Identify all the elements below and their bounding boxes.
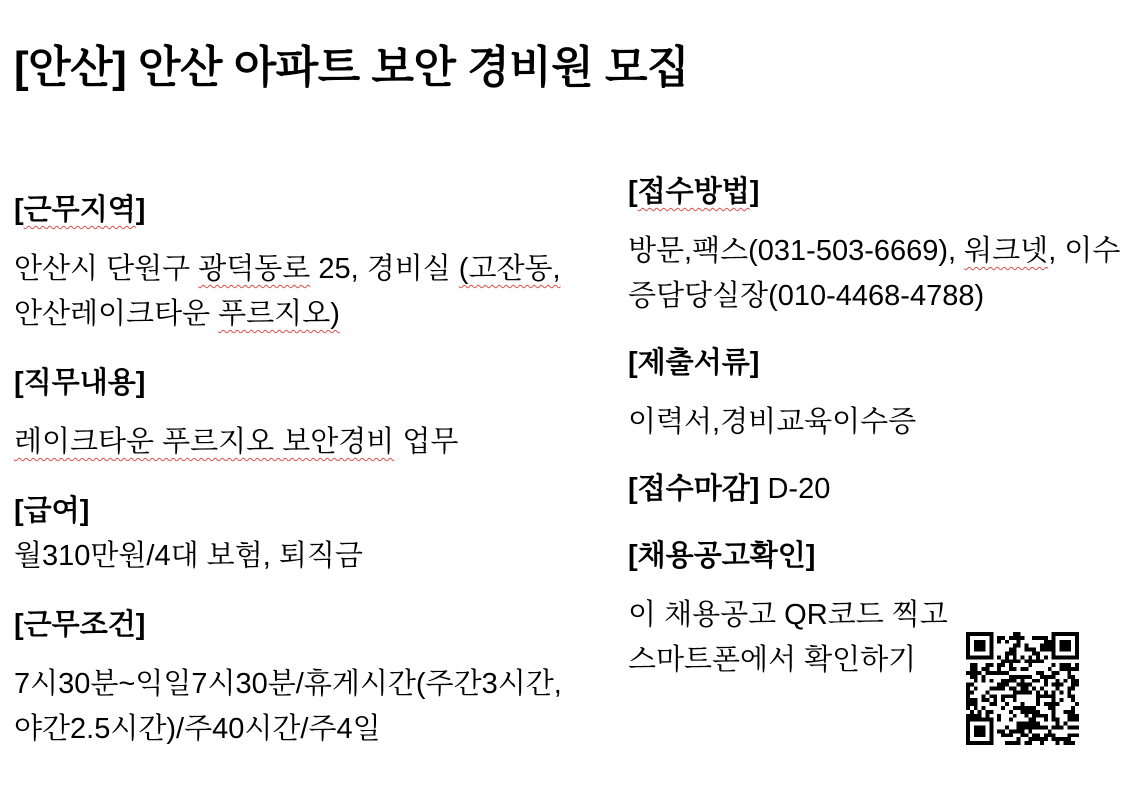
section-header-job-description [14, 361, 626, 406]
salary-body: 월310만원/4대 보험, 퇴직금 [14, 540, 363, 572]
bracket-open: [ [628, 176, 638, 208]
bracket-close: ] [135, 194, 146, 226]
job-description-body [14, 420, 626, 465]
section-work-conditions [14, 603, 626, 752]
section-header-work-conditions [14, 603, 626, 648]
work-area-body [14, 247, 626, 337]
body-line: 증담당실장(010-4468-4788) [628, 280, 985, 312]
bracket-open: [ [14, 609, 24, 641]
section-header-application-method [628, 170, 1148, 215]
deadline-line [628, 467, 1148, 512]
header-label: 채용공고확인 [637, 540, 806, 572]
body-line [628, 235, 1120, 267]
body-line [14, 253, 561, 285]
bracket-close: ] [135, 367, 146, 399]
section-required-documents [628, 341, 1148, 445]
misspelled-text-segment: 근무지역 [23, 194, 136, 226]
qr-code-svg [966, 632, 1079, 745]
header-label: 접수마감 [637, 473, 750, 505]
body-line: 7시30분~익일7시30분/휴게시간(주간3시간, [14, 668, 562, 700]
body-line: 야간2.5시간)/주40시간/주4일 [14, 713, 381, 745]
bracket-open: [ [628, 473, 638, 505]
text-segment: 안산시 단원구 [14, 253, 199, 285]
bracket-open: [ [14, 367, 24, 399]
bracket-open: [ [14, 495, 24, 527]
text-segment: 25, 경비실 [310, 253, 459, 285]
bracket-close: ] [749, 176, 760, 208]
body-line [14, 298, 340, 330]
section-header-salary [14, 489, 626, 534]
bracket-close: ] [749, 347, 760, 379]
text-segment: 업무 [394, 426, 459, 458]
left-column [14, 188, 626, 776]
body-line: 스마트폰에서 확인하기 [628, 644, 917, 676]
misspelled-text-segment: (고잔동, [458, 253, 561, 285]
section-header-required-documents [628, 341, 1148, 386]
page-title: [안산] 안산 아파트 보안 경비원 모집 [14, 43, 689, 92]
header-label: 제출서류 [637, 347, 750, 379]
section-header-deadline [628, 473, 759, 505]
work-conditions-body [14, 662, 626, 752]
header-label: 근무조건 [23, 609, 136, 641]
bracket-close: ] [749, 473, 760, 505]
misspelled-text-segment: 푸르지오) [218, 298, 340, 330]
section-job-description [14, 361, 626, 465]
misspelled-text-segment: 접수방법 [637, 176, 750, 208]
application-method-body [628, 229, 1148, 319]
body-line: 이 채용공고 QR코드 찍고 [628, 599, 948, 631]
right-column [628, 170, 1148, 705]
bracket-close: ] [805, 540, 816, 572]
bracket-close: ] [79, 495, 90, 527]
section-deadline [628, 467, 1148, 512]
section-header-work-area [14, 188, 626, 233]
required-documents-body: 이력서,경비교육이수증 [628, 406, 917, 438]
bracket-open: [ [628, 540, 638, 572]
header-label: 직무내용 [23, 367, 136, 399]
qr-code [966, 632, 1079, 745]
text-segment: , 이수 [1048, 235, 1121, 267]
bracket-open: [ [628, 347, 638, 379]
header-label: 급여 [23, 495, 80, 527]
bracket-open: [ [14, 194, 24, 226]
section-salary [14, 489, 626, 579]
section-application-method [628, 170, 1148, 319]
section-header-posting-check [628, 534, 1148, 579]
misspelled-text-segment: 워크넷 [964, 235, 1049, 267]
bracket-close: ] [135, 609, 146, 641]
text-segment: 방문,팩스(031-503-6669), [628, 235, 965, 267]
section-work-area [14, 188, 626, 337]
deadline-countdown: D-20 [767, 473, 831, 505]
misspelled-text-segment: 레이크타운 푸르지오 보안경비 [14, 426, 395, 458]
misspelled-text-segment: 광덕동로 [198, 253, 311, 285]
text-segment: 안산레이크타운 [14, 298, 219, 330]
